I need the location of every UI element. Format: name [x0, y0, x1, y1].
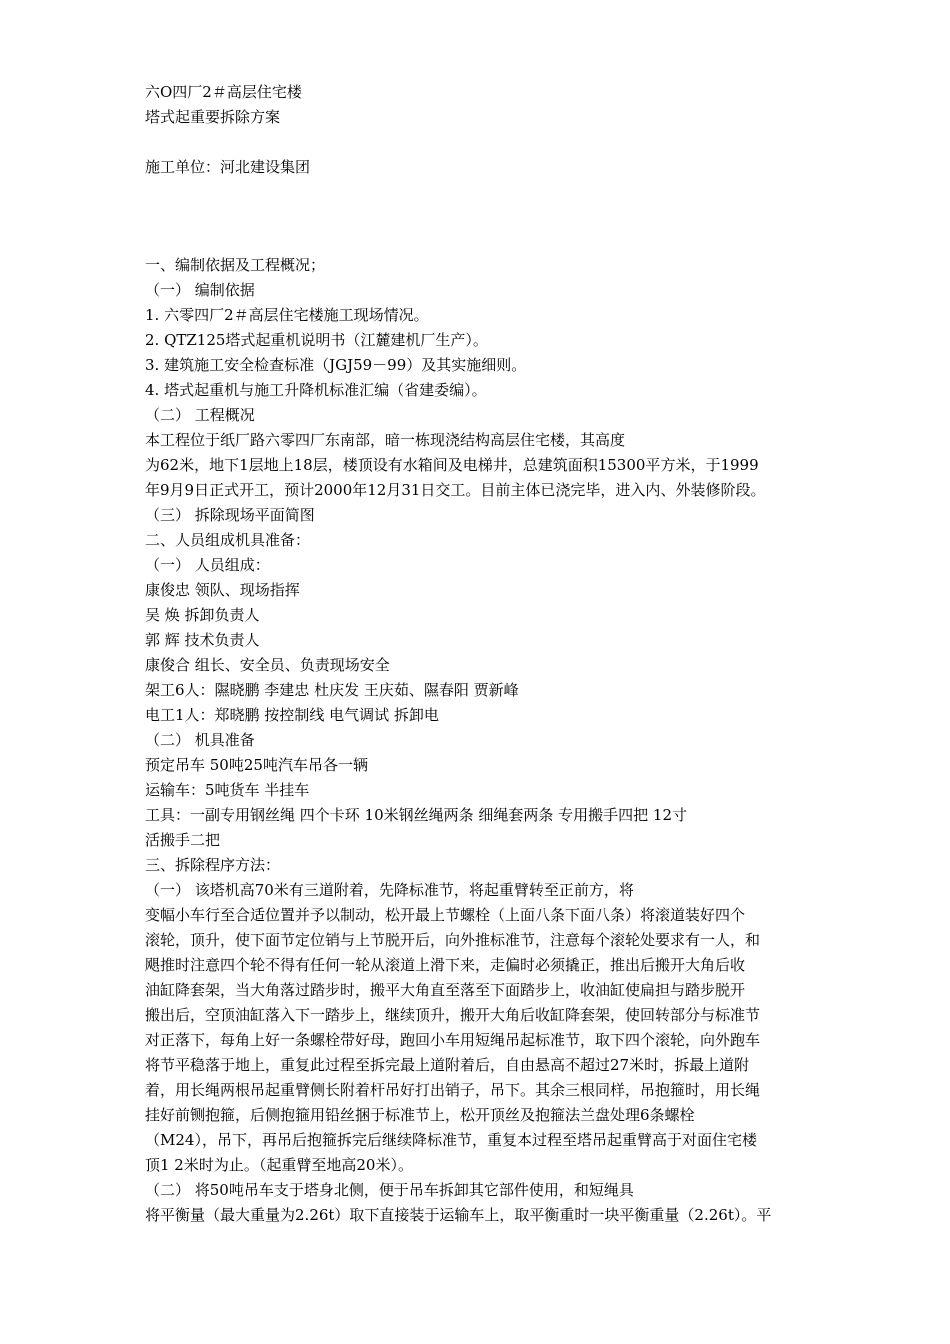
body-line: 预定吊车 50吨25吨汽车吊各一辆	[145, 756, 368, 774]
body-line: 对正落下，每角上好一条螺栓带好母，跑回小车用短绳吊起标准节，取下四个滚轮，向外跑车	[145, 1031, 761, 1049]
body-line: 郭 辉 技术负责人	[145, 631, 260, 649]
body-line: 一、编制依据及工程概况；	[145, 256, 326, 274]
construction-unit: 施工单位：河北建设集团	[145, 158, 311, 176]
body-line: （二） 工程概况	[145, 406, 255, 424]
body-line: 4. 塔式起重机与施工升降机标准汇编（省建委编）。	[145, 381, 487, 399]
body-line: 三、拆除程序方法：	[145, 856, 281, 874]
body-line: （M24），吊下，再吊后抱箍拆完后继续降标准节，重复本过程至塔吊起重臂高于对面住宅楼	[145, 1131, 757, 1149]
body-line: 为62米，地下1层地上18层，楼顶设有水箱间及电梯井，总建筑面积15300平方米，于1999	[145, 456, 759, 474]
body-line: 架工6人：隰晓鹏 李建忠 杜庆发 王庆茹、隰春阳 贾新峰	[145, 681, 519, 699]
body-line: （一） 编制依据	[145, 281, 255, 299]
body-line: 飓推时注意四个轮不得有任何一轮从滚道上滑下来，走偏时必须撬正，推出后搬开大角后收	[145, 956, 746, 974]
body-line: （二） 将50吨吊车支于塔身北侧，便于吊车拆卸其它部件使用，和短绳具	[145, 1181, 634, 1199]
body-line: 顶1 2米时为止。（起重臂至地高20米）。	[145, 1156, 413, 1174]
body-line: （一） 人员组成：	[145, 556, 270, 574]
body-line: 变幅小车行至合适位置并予以制动，松开最上节螺栓（上面八条下面八条）将滚道装好四个	[145, 906, 746, 924]
body-line: （二） 机具准备	[145, 731, 255, 749]
body-line: 工具：一副专用钢丝绳 四个卡环 10米钢丝绳两条 细绳套两条 专用搬手四把 12寸	[145, 806, 688, 824]
body-line: （三） 拆除现场平面简图	[145, 506, 315, 524]
body-line: 康俊忠 领队、现场指挥	[145, 581, 300, 599]
body-line: 年9月9日正式开工，预计2000年12月31日交工。目前主体已浇完毕，进入内、外装修阶段。	[145, 481, 766, 499]
body-line: 活搬手二把	[145, 831, 221, 849]
body-line: （一） 该塔机高70米有三道附着，先降标准节，将起重臂转至正前方，将	[145, 881, 634, 899]
body-line: 着，用长绳两根吊起重臂侧长附着杆吊好打出销子，吊下。其余三根同样，吊抱箍时，用长绳	[145, 1081, 761, 1099]
body-line: 滚轮，顶升，使下面节定位销与上节脱开后，向外推标准节，注意每个滚轮处要求有一人，和	[145, 931, 761, 949]
body-line: 搬出后，空顶油缸落入下一踏步上，继续顶升，搬开大角后收缸降套架，使回转部分与标准节	[145, 1006, 761, 1024]
body-line: 1. 六零四厂2＃高层住宅楼施工现场情况。	[145, 306, 429, 324]
body-line: 本工程位于纸厂路六零四厂东南部，暗一栋现浇结构高层住宅楼，其高度	[145, 431, 626, 449]
body-line: 将平衡量（最大重量为2.26t）取下直接装于运输车上，取平衡重时一块平衡重量（2.26t）。平	[145, 1206, 772, 1224]
body-line: 吴 焕 拆卸负责人	[145, 606, 260, 624]
body-line: 电工1人：郑晓鹏 按控制线 电气调试 拆卸电	[145, 706, 439, 724]
body-line: 3. 建筑施工安全检查标准（JGJ59－99）及其实施细则。	[145, 356, 527, 374]
body-line: 挂好前铡抱箍，后侧抱箍用铅丝捆于标准节上，松开顶丝及抱箍法兰盘处理6条螺栓	[145, 1106, 695, 1124]
body-line: 康俊合 组长、安全员、负责现场安全	[145, 656, 390, 674]
body-line: 油缸降套架，当大角落过踏步时，搬平大角直至落至下面踏步上，收油缸使扁担与踏步脱开	[145, 981, 746, 999]
doc-title-line-2: 塔式起重要拆除方案	[145, 108, 281, 126]
body-line: 将节平稳落于地上，重复此过程至拆完最上道附着后，自由悬高不超过27米时，拆最上道附	[145, 1056, 750, 1074]
doc-title-line-1: 六O四厂2＃高层住宅楼	[145, 83, 302, 101]
body-line: 2. QTZ125塔式起重机说明书（江麓建机厂生产）。	[145, 331, 488, 349]
body-line: 二、人员组成机具准备：	[145, 531, 311, 549]
body-line: 运输车：5吨货车 半挂车	[145, 781, 310, 799]
